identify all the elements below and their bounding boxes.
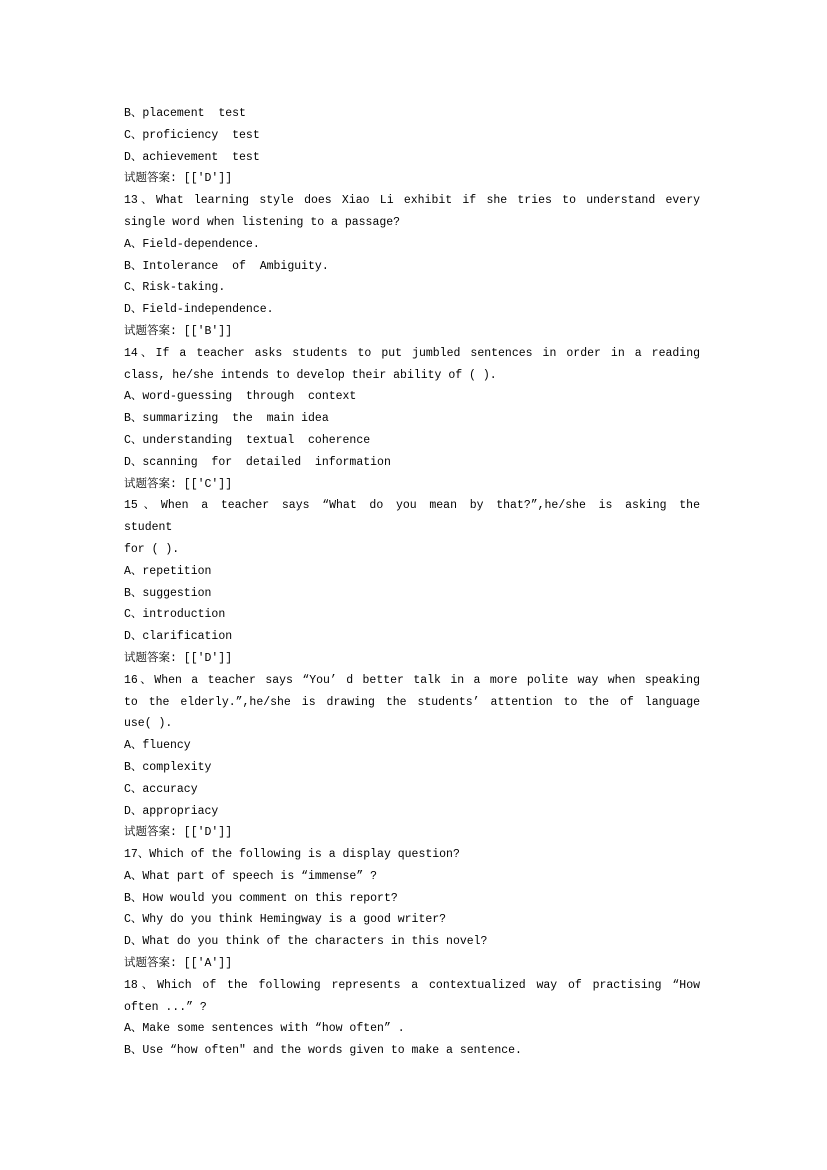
text-line: D、clarification (124, 630, 233, 644)
text-line: A、What part of speech is “immense” ? (124, 869, 378, 883)
text-line: A、Field-dependence. (124, 237, 260, 251)
text-line: 试题答案: [['D']] (124, 651, 233, 665)
text-line: A、word-guessing through context (124, 390, 357, 404)
text-line: 18、Which of the following represents a contextualized way of practising “How (124, 978, 700, 992)
text-line: B、Use “how often″ and the words given to make a sentence. (124, 1044, 522, 1058)
text-line: for ( ). (124, 542, 180, 556)
text-line: C、introduction (124, 608, 226, 622)
text-line: D、appropriacy (124, 804, 219, 818)
text-line: class, he/she intends to develop their ability of ( ). (124, 368, 497, 382)
text-line: 17、Which of the following is a display question? (124, 848, 460, 862)
text-line: 试题答案: [['C']] (124, 477, 233, 491)
text-line: C、proficiency test (124, 128, 260, 142)
text-line: B、summarizing the main idea (124, 412, 329, 426)
text-line: 15、When a teacher says “What do you mean by that?”,he/she is asking the (124, 499, 700, 513)
text-line: C、Risk-taking. (124, 281, 226, 295)
text-line: C、understanding textual coherence (124, 433, 371, 447)
text-line: A、fluency (124, 739, 191, 753)
text-line: A、Make some sentences with “how often” . (124, 1022, 405, 1036)
text-line: B、How would you comment on this report? (124, 891, 398, 905)
document-body (124, 103, 700, 1062)
text-line: D、scanning for detailed information (124, 455, 391, 469)
text-line: C、accuracy (124, 782, 198, 796)
text-line: 试题答案: [['D']] (124, 172, 233, 186)
text-line: use( ). (124, 717, 173, 731)
text-line: B、placement test (124, 107, 246, 120)
text-line: 13、What learning style does Xiao Li exhibit if she tries to understand every (124, 194, 700, 208)
text-line: A、repetition (124, 564, 212, 578)
text-line: to the elderly.”,he/she is drawing the students’ attention to the of language (124, 695, 700, 709)
text-line: 试题答案: [['D']] (124, 826, 233, 840)
text-line: single word when listening to a passage? (124, 215, 401, 229)
text-line: often ...” ? (124, 1000, 207, 1014)
text-line: student (124, 521, 173, 535)
text-line: 16、When a teacher says “You’ d better talk in a more polite way when speaking (124, 673, 700, 687)
text-line: B、Intolerance of Ambiguity. (124, 259, 329, 273)
text-line: B、suggestion (124, 586, 212, 600)
text-line: C、Why do you think Hemingway is a good writer? (124, 913, 447, 927)
text-line: B、complexity (124, 760, 212, 774)
text-line: D、achievement test (124, 150, 260, 164)
text-line: D、Field-independence. (124, 303, 274, 317)
text-line: D、What do you think of the characters in this novel? (124, 935, 488, 949)
text-line: 14、If a teacher asks students to put jumbled sentences in order in a reading (124, 346, 700, 360)
text-line: 试题答案: [['B']] (124, 324, 233, 338)
text-line: 试题答案: [['A']] (124, 957, 233, 971)
